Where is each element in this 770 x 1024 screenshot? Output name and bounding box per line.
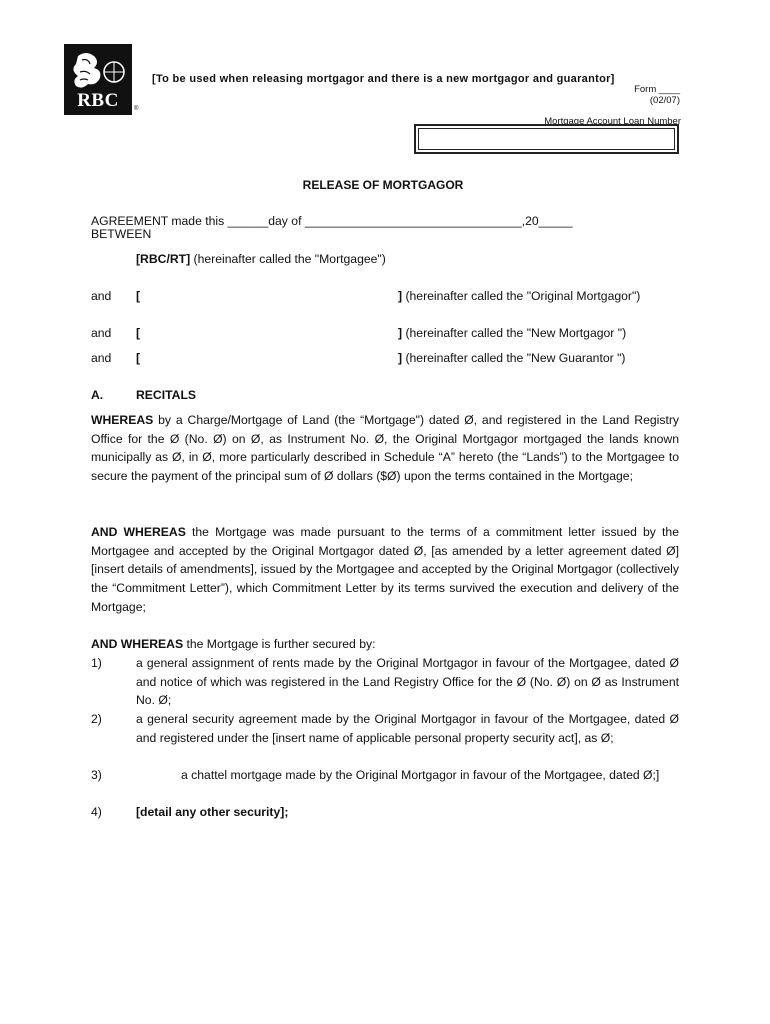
party-bracket-open: [ (136, 326, 141, 340)
mortgagee-name: [RBC/RT] (136, 252, 191, 266)
usage-instruction: [To be used when releasing mortgagor and there is a new mortgagor and guarantor] (152, 73, 615, 85)
party-bracket-close: ] (398, 326, 403, 340)
list-item: a chattel mortgage made by the Original Mortgagor in favour of the Mortgagee, dated Ø;] (181, 768, 660, 782)
account-number-label: Mortgage Account Loan Number (544, 116, 681, 127)
form-number: Form ____ (634, 84, 680, 95)
party-desc (398, 351, 625, 365)
party-text: (hereinafter called the "New Mortgagor ") (402, 326, 627, 340)
and-label: and (91, 289, 112, 303)
party-mortgagee (136, 252, 386, 266)
party-desc (398, 326, 626, 340)
party-bracket-close: ] (398, 289, 403, 303)
recital-paragraph-3 (91, 635, 679, 654)
list-item-number: 4) (91, 805, 102, 819)
party-bracket-open: [ (136, 289, 141, 303)
list-item-number: 2) (91, 712, 102, 726)
registered-mark: ® (134, 106, 139, 112)
recital-text: by a Charge/Mortgage of Land (the “Mortgage") dated Ø, and registered in the Land Registry Office for the Ø (No. Ø) on Ø, as Instrument No. Ø, the Original Mortgagor mortgaged the lands known municipally as Ø, in Ø, more particularly described in Schedule “A” hereto (the “Lands”) to the Mortgagee to secure the payment of the principal sum of Ø dollars ($Ø) upon the terms contained in the Mortgage; (91, 413, 679, 484)
form-date: (02/07) (649, 95, 680, 106)
agreement-line: AGREEMENT made this ______day of ________________________________,20_____ (91, 214, 573, 228)
and-label: and (91, 326, 112, 340)
section-letter: A. (91, 388, 104, 402)
party-text: (hereinafter called the "New Guarantor ") (402, 351, 626, 365)
recital-paragraph-1 (91, 411, 679, 486)
party-desc (398, 289, 640, 303)
party-bracket-open: [ (136, 351, 141, 365)
list-item-number: 3) (91, 768, 102, 782)
between-label: BETWEEN (91, 227, 152, 241)
party-text: (hereinafter called the "Original Mortgagor") (402, 289, 641, 303)
and-label: and (91, 351, 112, 365)
mortgagee-desc: (hereinafter called the "Mortgagee") (190, 252, 386, 266)
recital-text: the Mortgage was made pursuant to the terms of a commitment letter issued by the Mortgagee and accepted by the Original Mortgagor dated Ø, [as amended by a letter agreement dated Ø][insert details of amendments], issued by the Mortgagee and accepted by the Original Mortgagor (collectively the “Commitment Letter”), which Commitment Letter by its terms survived the execution and delivery of the Mortgage; (91, 525, 679, 614)
section-heading: RECITALS (136, 388, 197, 402)
list-item: a general security agreement made by the Original Mortgagor in favour of the Mortgagee, dated Ø and registered under the [insert name of applicable personal property security act], as Ø; (136, 712, 679, 745)
logo-text: RBC (77, 90, 119, 111)
list-item: a general assignment of rents made by the Original Mortgagor in favour of the Mortgagee, dated Ø and notice of which was registered in the Land Registry Office for the Ø (No. Ø) on Ø as Instrument No. Ø; (136, 656, 679, 708)
list-item-number: 1) (91, 656, 102, 670)
recital-text: the Mortgage is further secured by: (183, 637, 376, 651)
and-whereas-keyword: AND WHEREAS (91, 637, 184, 651)
account-number-field[interactable] (414, 124, 679, 154)
document-title: RELEASE OF MORTGAGOR (302, 178, 464, 192)
whereas-keyword: WHEREAS (91, 413, 154, 427)
recital-paragraph-2 (91, 523, 679, 617)
account-number-value (418, 128, 675, 150)
rbc-logo (64, 44, 132, 115)
list-item: [detail any other security]; (136, 805, 289, 819)
party-bracket-close: ] (398, 351, 403, 365)
and-whereas-keyword: AND WHEREAS (91, 525, 186, 539)
